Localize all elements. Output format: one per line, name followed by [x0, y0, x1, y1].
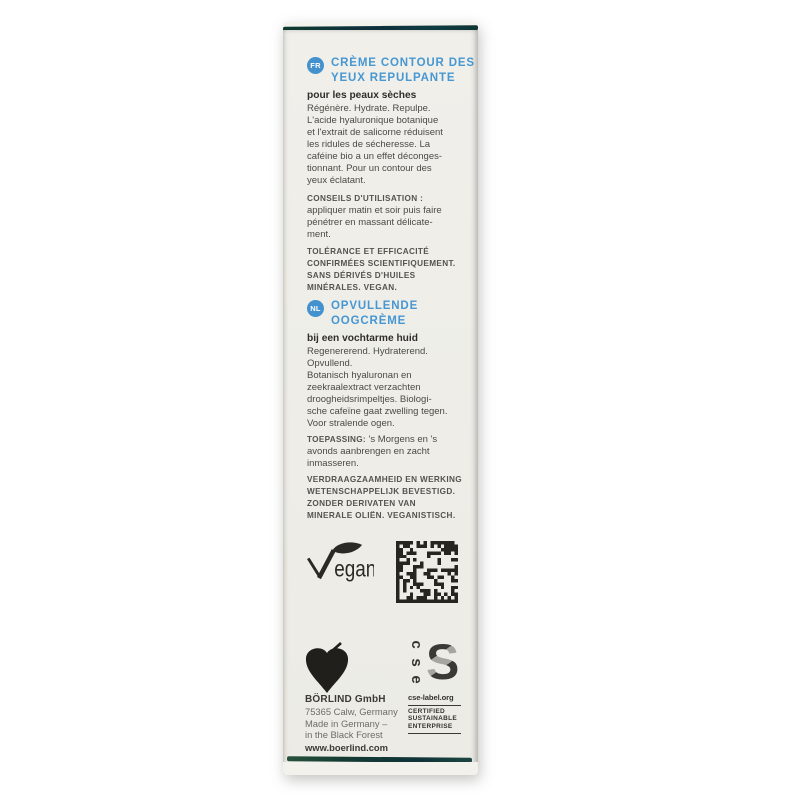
nl-title-line2: OOGCRÈME: [331, 315, 407, 327]
nl-body-line: Opvullend.: [307, 358, 353, 369]
fr-body-line: yeux éclatant.: [307, 175, 366, 186]
fr-body-line: L'acide hyaluronique botanique: [307, 115, 439, 126]
nl-claims-line: VERDRAAGZAAMHEID EN WERKING: [307, 475, 463, 484]
box-face: [283, 30, 478, 775]
cse-big-s: S: [426, 634, 460, 690]
cse-letter: s: [408, 657, 425, 667]
nl-body-line: sche cafeïne gaat zwelling tegen.: [307, 406, 448, 417]
fr-body-line: caféine bio a un effet déconges-: [307, 151, 443, 162]
packaging-box-side-panel: [283, 22, 478, 775]
cse-logo: [408, 634, 461, 736]
fr-claims-line: SANS DÉRIVÉS D'HUILES: [307, 271, 416, 280]
cse-letter: e: [408, 675, 425, 684]
manufacturer-address: [305, 693, 398, 754]
fr-body-line: les ridules de sécheresse. La: [307, 139, 431, 150]
company-name: BÖRLIND GmbH: [305, 694, 386, 705]
nl-language-badge: NL: [307, 300, 324, 317]
fr-claims: [307, 246, 468, 294]
nl-title-line1: OPVULLENDE: [331, 300, 419, 312]
nl-usage-line: avonds aanbrengen en zacht: [307, 446, 430, 457]
nl-body: [307, 346, 468, 430]
fr-title: [331, 56, 475, 86]
nl-usage-line: inmasseren.: [307, 458, 359, 469]
cse-rotated-letters: [408, 637, 425, 687]
nl-usage-first-line: [307, 434, 468, 446]
cse-divider: [408, 733, 461, 734]
box-bottom-flap: [283, 762, 478, 775]
vegan-logo: [304, 542, 374, 592]
cse-url: cse-label.org: [408, 693, 454, 702]
vegan-wordmark-tail: egan: [334, 556, 374, 583]
fr-body-line: Régénère. Hydrate. Repulpe.: [307, 103, 431, 114]
fr-claims-line: CONFIRMÉES SCIENTIFIQUEMENT.: [307, 259, 456, 268]
fr-section-header: [307, 56, 475, 86]
fr-usage-line: pénétrer en massant délicate-: [307, 217, 433, 228]
cse-letter: c: [408, 640, 425, 649]
nl-claims-line: ZONDER DERIVATEN VAN: [307, 499, 416, 508]
nl-claims-line: MINERALE OLIËN. VEGANISTISCH.: [307, 511, 456, 520]
cse-cert-line: ENTERPRISE: [408, 722, 453, 730]
fr-body: [307, 103, 468, 187]
address-line: 75365 Calw, Germany: [305, 706, 398, 717]
fr-body-line: et l'extrait de salicorne réduisent: [307, 127, 443, 138]
address-line: Made in Germany –: [305, 717, 388, 729]
fr-claims-line: MINÉRALES. VEGAN.: [307, 283, 398, 292]
cse-mark-icon: [408, 634, 461, 690]
cse-cert-line: SUSTAINABLE: [408, 715, 458, 723]
fr-usage-line: ment.: [307, 229, 331, 240]
nl-subtitle: bij een vochtarme huid: [307, 333, 418, 344]
website-url: www.boerlind.com: [305, 741, 388, 753]
nl-body-line: Voor stralende ogen.: [307, 418, 395, 429]
fr-subtitle: pour les peaux sèches: [307, 90, 417, 101]
linden-leaf-icon: [302, 642, 352, 698]
nl-usage: [307, 434, 468, 470]
vegan-leaf-check-icon: [304, 542, 374, 592]
fr-language-badge: FR: [307, 57, 324, 74]
address-line: in the Black Forest: [305, 729, 383, 740]
nl-body-line: Regenererend. Hydraterend.: [307, 346, 428, 357]
fr-usage-heading: CONSEILS D'UTILISATION :: [307, 194, 424, 203]
fr-usage: [307, 193, 468, 241]
nl-usage-first-rest: 's Morgens en 's: [365, 434, 438, 445]
nl-body-line: Botanisch hyaluronan en: [307, 370, 412, 381]
cse-cert-line: CERTIFIED: [408, 707, 446, 715]
fr-body-line: tionnant. Pour un contour des: [307, 163, 432, 174]
nl-claims-line: WETENSCHAPPELIJK BEVESTIGD.: [307, 487, 456, 496]
nl-claims: [307, 474, 468, 522]
datamatrix-code: [396, 541, 458, 603]
fr-usage-line: appliquer matin et soir puis faire: [307, 205, 442, 216]
fr-title-line2: YEUX REPULPANTE: [331, 72, 456, 84]
label-text-column: [307, 56, 475, 522]
cse-divider: [408, 705, 461, 706]
fr-claims-line: TOLÉRANCE ET EFFICACITÉ: [307, 247, 430, 256]
fr-title-line1: CRÈME CONTOUR DES: [331, 57, 475, 69]
nl-usage-heading: TOEPASSING:: [307, 435, 366, 444]
nl-body-line: droogheidsrimpeltjes. Biologi-: [307, 394, 432, 405]
nl-title: [331, 299, 418, 329]
nl-body-line: zeekraalextract verzachten: [307, 382, 421, 393]
nl-section-header: [307, 299, 468, 329]
